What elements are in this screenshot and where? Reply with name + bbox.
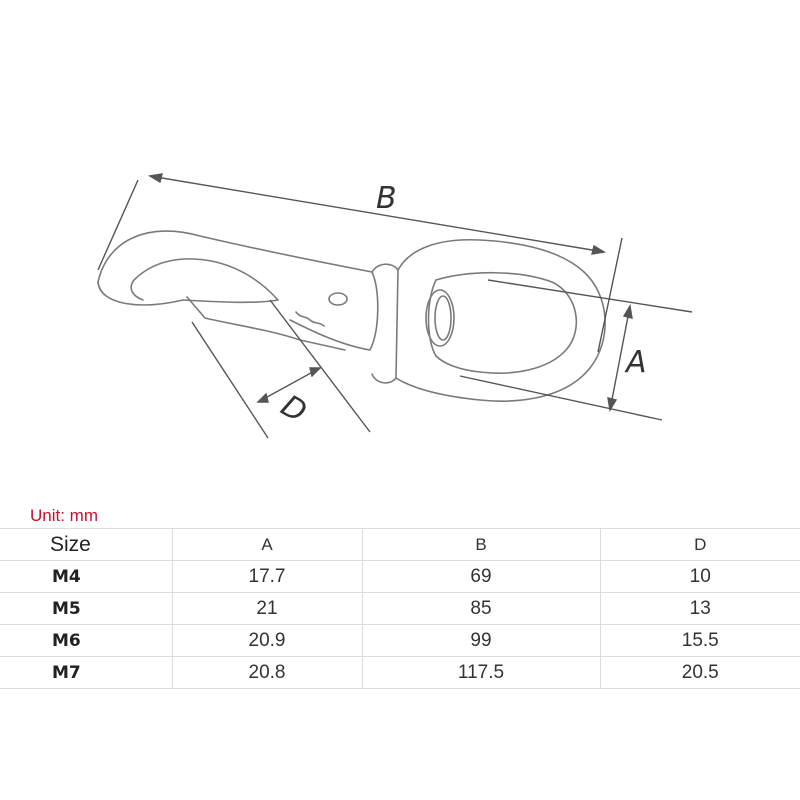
dimension-a bbox=[460, 280, 692, 420]
table-row bbox=[0, 657, 800, 689]
table-row bbox=[0, 561, 800, 593]
d-cell: 15.5 bbox=[600, 625, 800, 657]
header-a: A bbox=[172, 529, 362, 561]
b-cell: 117.5 bbox=[362, 657, 600, 689]
d-cell: 10 bbox=[600, 561, 800, 593]
b-cell: 85 bbox=[362, 593, 600, 625]
unit-label: Unit: mm bbox=[30, 506, 98, 525]
header-size: Size bbox=[0, 529, 172, 561]
swivel-collar bbox=[372, 240, 605, 401]
swivel-eye bbox=[426, 273, 576, 373]
b-cell: 69 bbox=[362, 561, 600, 593]
dimension-label-a: A bbox=[626, 345, 647, 380]
size-cell: M4 bbox=[0, 561, 172, 593]
a-cell: 20.8 bbox=[172, 657, 362, 689]
a-cell: 17.7 bbox=[172, 561, 362, 593]
dimension-b bbox=[98, 174, 622, 352]
size-cell: M6 bbox=[0, 625, 172, 657]
a-cell: 20.9 bbox=[172, 625, 362, 657]
table-row bbox=[0, 593, 800, 625]
dimension-label-d: D bbox=[274, 388, 313, 431]
b-cell: 99 bbox=[362, 625, 600, 657]
dimension-label-b: B bbox=[376, 181, 397, 216]
size-cell: M7 bbox=[0, 657, 172, 689]
size-cell: M5 bbox=[0, 593, 172, 625]
header-b: B bbox=[362, 529, 600, 561]
d-cell: 13 bbox=[600, 593, 800, 625]
header-d: D bbox=[600, 529, 800, 561]
hook-body bbox=[98, 231, 378, 350]
d-cell: 20.5 bbox=[600, 657, 800, 689]
size-spec-table bbox=[0, 528, 800, 689]
table-row bbox=[0, 625, 800, 657]
table-header-row bbox=[0, 529, 800, 561]
a-cell: 21 bbox=[172, 593, 362, 625]
